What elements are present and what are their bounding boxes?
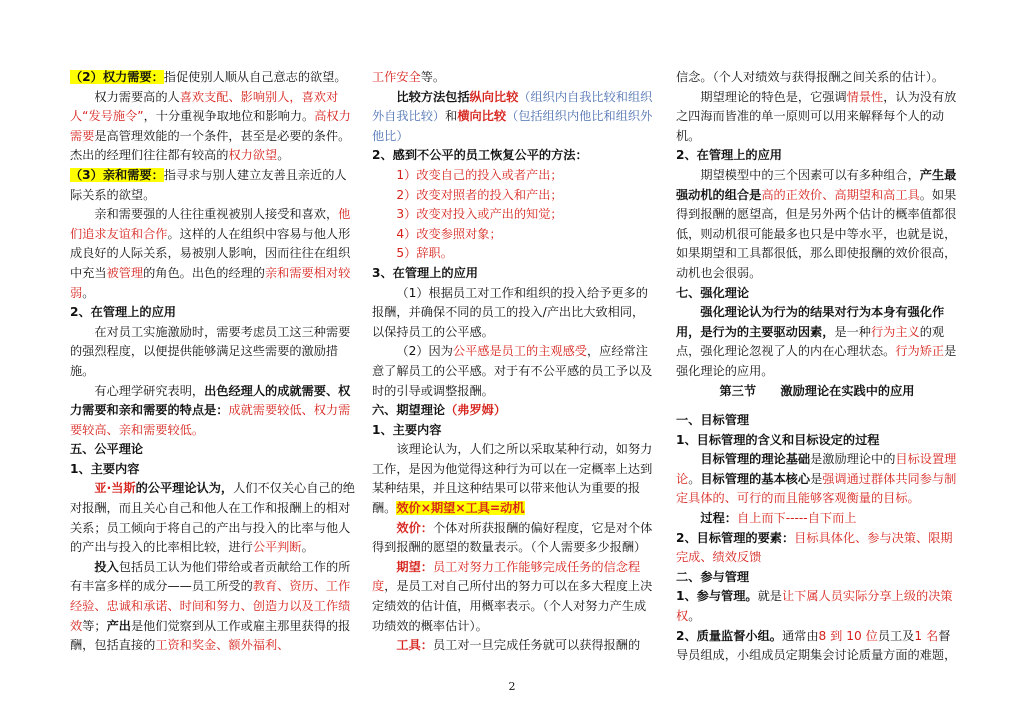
paragraph: [676, 303, 958, 381]
text-run: 人们不仅关心自己的绝对报酬，而且关心自己和他人在工作和报酬上的相对关系；员工倾向于将自己的产出与投入的比率与他人的产出与投入的比率相比较，进行: [70, 481, 355, 555]
text-run: 。: [82, 285, 95, 300]
text-run: 工具：: [396, 638, 433, 653]
paragraph: [676, 627, 958, 666]
paragraph: [676, 529, 958, 568]
text-run: 督导员组成，小组成员定期集会讨论质量方面的难题，: [676, 628, 957, 663]
text-run: 产生最强动机的组合是: [676, 167, 957, 202]
paragraph: [676, 450, 958, 509]
text-run: 。: [688, 609, 701, 624]
paragraph: [70, 88, 356, 166]
text-run: 在对员工实施激励时，需要考虑员工这三种需要的强烈程度，以便提供能够满足这些需要的激励措施。: [70, 324, 351, 378]
text-run: 被管理: [106, 265, 144, 280]
text-run: 亲和需要相对较弱: [70, 265, 351, 300]
text-run: 七、强化理论: [676, 285, 750, 300]
text-run: 1）改变自己的投入或者产出；: [396, 167, 563, 182]
paragraph: [372, 440, 654, 518]
paragraph: [372, 558, 654, 636]
text-run: 员工对一旦完成任务就可以获得报酬的: [432, 638, 641, 653]
paragraph: [372, 636, 654, 656]
text-run: 的观点，强化理论忽视了人的内在心理状态。: [676, 324, 945, 359]
text-run: 效价×期望×工具=动机: [396, 501, 525, 516]
text-run: 目标设置理论: [676, 452, 957, 486]
text-run: 期望理论的特色是，它强调: [700, 89, 847, 104]
text-run: 1、主要内容: [70, 461, 140, 476]
section-heading: [70, 440, 356, 460]
text-run: 成就需要较低、权力需要较高、亲和需要较低。: [70, 403, 351, 437]
text-run: 行为矫正: [895, 344, 945, 359]
text-run: 。: [277, 148, 290, 163]
text-run: 强调通过群体共同参与制定具体的、可行的而且能够客观衡量的目标。: [676, 471, 957, 506]
text-run: 8 到 10 位: [818, 628, 878, 643]
paragraph: [372, 342, 654, 401]
text-run: 3）改变对投入或产出的知觉；: [396, 207, 563, 222]
text-run: 2、质量监督小组。: [676, 628, 782, 643]
paragraph: [70, 166, 356, 205]
text-run: 是: [810, 471, 823, 486]
text-run: 一、目标管理: [676, 413, 750, 428]
paragraph: [70, 382, 356, 441]
section-heading: [372, 421, 654, 441]
text-run: 3、在管理上的应用: [372, 265, 478, 280]
text-run: 让下属人员实际分享上级的决策权: [676, 589, 953, 624]
text-run: （组织内自我比较和组织外自我比较）: [372, 89, 653, 124]
paragraph: [70, 68, 356, 88]
text-run: 1、参与管理。: [676, 589, 758, 604]
text-run: 目标管理的基本核心: [700, 471, 811, 486]
paragraph: [70, 205, 356, 303]
text-run: ，认为没有放之四海而皆准的单一原则可以用来解释每个人的动机。: [676, 89, 957, 143]
text-run: 和: [445, 109, 458, 124]
text-run: 个体对所获报酬的偏好程度，它是对个体得到报酬的愿望的数量表示。（个人需要多少报酬）: [372, 520, 653, 555]
text-run: 横向比较: [457, 109, 507, 124]
text-run: 。: [301, 540, 314, 555]
text-run: 公平判断: [252, 540, 302, 555]
section-heading: [676, 411, 958, 431]
text-run: 指促使别人顺从自己意志的欲望。: [163, 70, 347, 84]
text-column-right: [676, 68, 958, 666]
paragraph: [372, 284, 654, 343]
text-run: 是一种: [834, 324, 871, 339]
text-run: 等。: [420, 70, 446, 84]
paragraph: [676, 587, 958, 626]
text-run: （2）因为: [396, 344, 453, 359]
text-run: 1 名: [914, 628, 939, 643]
text-run: 效价：: [396, 520, 433, 535]
text-run: 第三节 激励理论在实践中的应用: [719, 383, 915, 398]
text-run: 高的正效价、高期望和高工具: [761, 187, 920, 202]
text-run: 产出: [106, 618, 131, 633]
text-run: （2）权力需要：: [70, 70, 164, 84]
text-run: 亲和需要强的人往往重视被别人接受和喜欢，: [94, 207, 339, 222]
text-run: （弗罗姆）: [445, 403, 507, 418]
text-run: 5）辞职。: [396, 246, 453, 261]
text-run: 指寻求与别人建立友善且亲近的人际关系的欲望。: [70, 167, 347, 202]
text-run: 二、参与管理: [676, 569, 750, 584]
section-heading: [70, 460, 356, 480]
section-heading: [676, 146, 958, 166]
text-run: 工作安全: [372, 70, 421, 84]
text-run: 员工及: [877, 628, 915, 643]
paragraph: [676, 88, 958, 147]
text-run: 过程：: [700, 511, 737, 526]
text-run: 权力欲望: [228, 148, 278, 163]
text-run: 喜欢支配、影响别人，喜欢对人“发号施令”: [70, 89, 339, 124]
text-run: 五、公平理论: [70, 442, 144, 457]
section-heading: [372, 146, 654, 166]
text-run: 目标具体化、参与决策、限期完成、绩效反馈: [676, 530, 953, 565]
text-run: ，是员工对自己所付出的努力可以在多大程度上决定绩效的估计值，用概率表示。（个人对努力产生成功绩效的概率估计）。: [372, 579, 653, 633]
text-column-left: [70, 68, 356, 656]
paragraph: [372, 68, 654, 88]
text-run: 出色经理人的成就需要、权力需要和亲和需要的特点是：: [70, 383, 351, 418]
text-run: ，十分重视争取地位和影响力。: [143, 109, 315, 124]
text-run: 他们追求友谊和合作: [70, 207, 351, 241]
text-run: 包括员工认为他们带给或者贡献给工作的所有丰富多样的成分——员工所受的: [70, 559, 351, 594]
text-run: 是他们觉察到从工作或雇主那里获得的报酬，包括直接的: [70, 618, 351, 653]
text-run: 期望模型中的三个因素可以有多种组合，: [700, 167, 920, 182]
text-run: 是激励理论中的: [810, 452, 896, 467]
text-run: 信念。（个人对绩效与获得报酬之间关系的估计）。: [676, 70, 945, 84]
text-run: （3）亲和需要：: [70, 167, 164, 182]
list-item: [372, 205, 654, 225]
text-run: 比较方法包括: [396, 89, 470, 104]
paragraph: [676, 509, 958, 529]
text-run: 纵向比较: [469, 89, 519, 104]
text-run: 4）改变参照对象；: [396, 226, 502, 241]
text-run: 高权力需要: [70, 109, 351, 143]
text-run: 投入: [94, 559, 119, 574]
text-run: 公平感是员工的主观感受: [452, 344, 587, 359]
text-run: 1、目标管理的含义和目标设定的过程: [676, 432, 880, 447]
text-run: （包括组织内他比和组织外他比）: [372, 109, 653, 143]
text-run: 。这样的人在组织中容易与他人形成良好的人际关系，易被别人影响，因而往往在组织中充当: [70, 226, 351, 280]
list-item: [372, 244, 654, 264]
paragraph: [70, 558, 356, 656]
text-run: 。如果得到报酬的愿望高，但是另外两个估计的概率值都很低，则动机很可能最多也只是中等水平，也就是说，如果期望和工具都很低，那么即使报酬的效价很高，动机也会很弱。: [676, 187, 957, 280]
text-run: 行为主义: [871, 324, 920, 339]
text-run: 员工对努力工作能够完成任务的信念程度: [372, 559, 641, 594]
text-run: 是高管理效能的一个条件，甚至是必要的条件。杰出的经理们往往都有较高的: [70, 128, 351, 163]
text-run: 该理论认为，人们之所以采取某种行动，如努力工作，是因为他觉得这种行为可以在一定概率上达到某种结果，并且这种结果可以带来他认为重要的报酬。: [372, 442, 653, 516]
text-run: 亚·当斯: [94, 481, 136, 496]
section-heading: [676, 568, 958, 588]
text-run: 1、主要内容: [372, 422, 442, 437]
text-column-middle: [372, 68, 654, 656]
text-run: 2）改变对照者的投入和产出；: [396, 187, 563, 202]
text-run: 工资和奖金、额外福利、: [155, 638, 290, 653]
paragraph: [372, 519, 654, 558]
paragraph: [70, 323, 356, 382]
text-run: 情景性: [846, 89, 884, 104]
text-run: 教育、资历、工作经验、忠诚和承诺、时间和努力、创造力以及工作绩效: [70, 579, 351, 633]
text-run: 的公平理论认为，: [135, 481, 234, 496]
section-heading: [70, 303, 356, 323]
paragraph: [70, 479, 356, 557]
text-run: 等；: [82, 618, 107, 633]
text-run: 有心理学研究表明，: [94, 383, 205, 398]
chapter-heading: [676, 382, 958, 402]
paragraph: [676, 166, 958, 284]
section-heading: [676, 431, 958, 451]
list-item: [372, 225, 654, 245]
text-run: ，应经常注意了解员工的公平感。对于有不公平感的员工予以及时的引导或调整报酬。: [372, 344, 653, 398]
text-run: （1）根据员工对工作和组织的投入给予更多的报酬，并确保不同的员工的投入/产出比大致相同，以保持员工的公平感。: [372, 285, 648, 339]
text-run: 强化理论认为行为的结果对行为本身有强化作用，是行为的主要驱动因素，: [676, 305, 945, 339]
text-run: 。: [688, 471, 701, 486]
text-run: 权力需要高的人: [94, 89, 180, 104]
text-run: 期望：: [396, 559, 433, 574]
section-heading: [676, 284, 958, 304]
text-run: 通常由: [781, 628, 819, 643]
paragraph: [676, 68, 958, 88]
text-run: 的角色。出色的经理的: [143, 265, 265, 280]
section-heading: [372, 264, 654, 284]
text-run: 2、在管理上的应用: [676, 148, 782, 163]
section-heading: [372, 401, 654, 421]
text-run: 六、期望理论: [372, 403, 446, 418]
page-number: 2: [508, 680, 516, 693]
text-run: 目标管理的理论基础: [700, 452, 811, 467]
list-item: [372, 186, 654, 206]
paragraph: [372, 88, 654, 147]
text-run: 自上而下-----自下而上: [736, 511, 857, 526]
list-item: [372, 166, 654, 186]
text-run: 2、感到不公平的员工恢复公平的方法：: [372, 148, 588, 163]
text-run: 2、目标管理的要素：: [676, 530, 795, 545]
text-run: 就是: [757, 589, 782, 604]
text-run: 是强化理论的应用。: [676, 344, 957, 378]
text-run: 2、在管理上的应用: [70, 305, 176, 320]
